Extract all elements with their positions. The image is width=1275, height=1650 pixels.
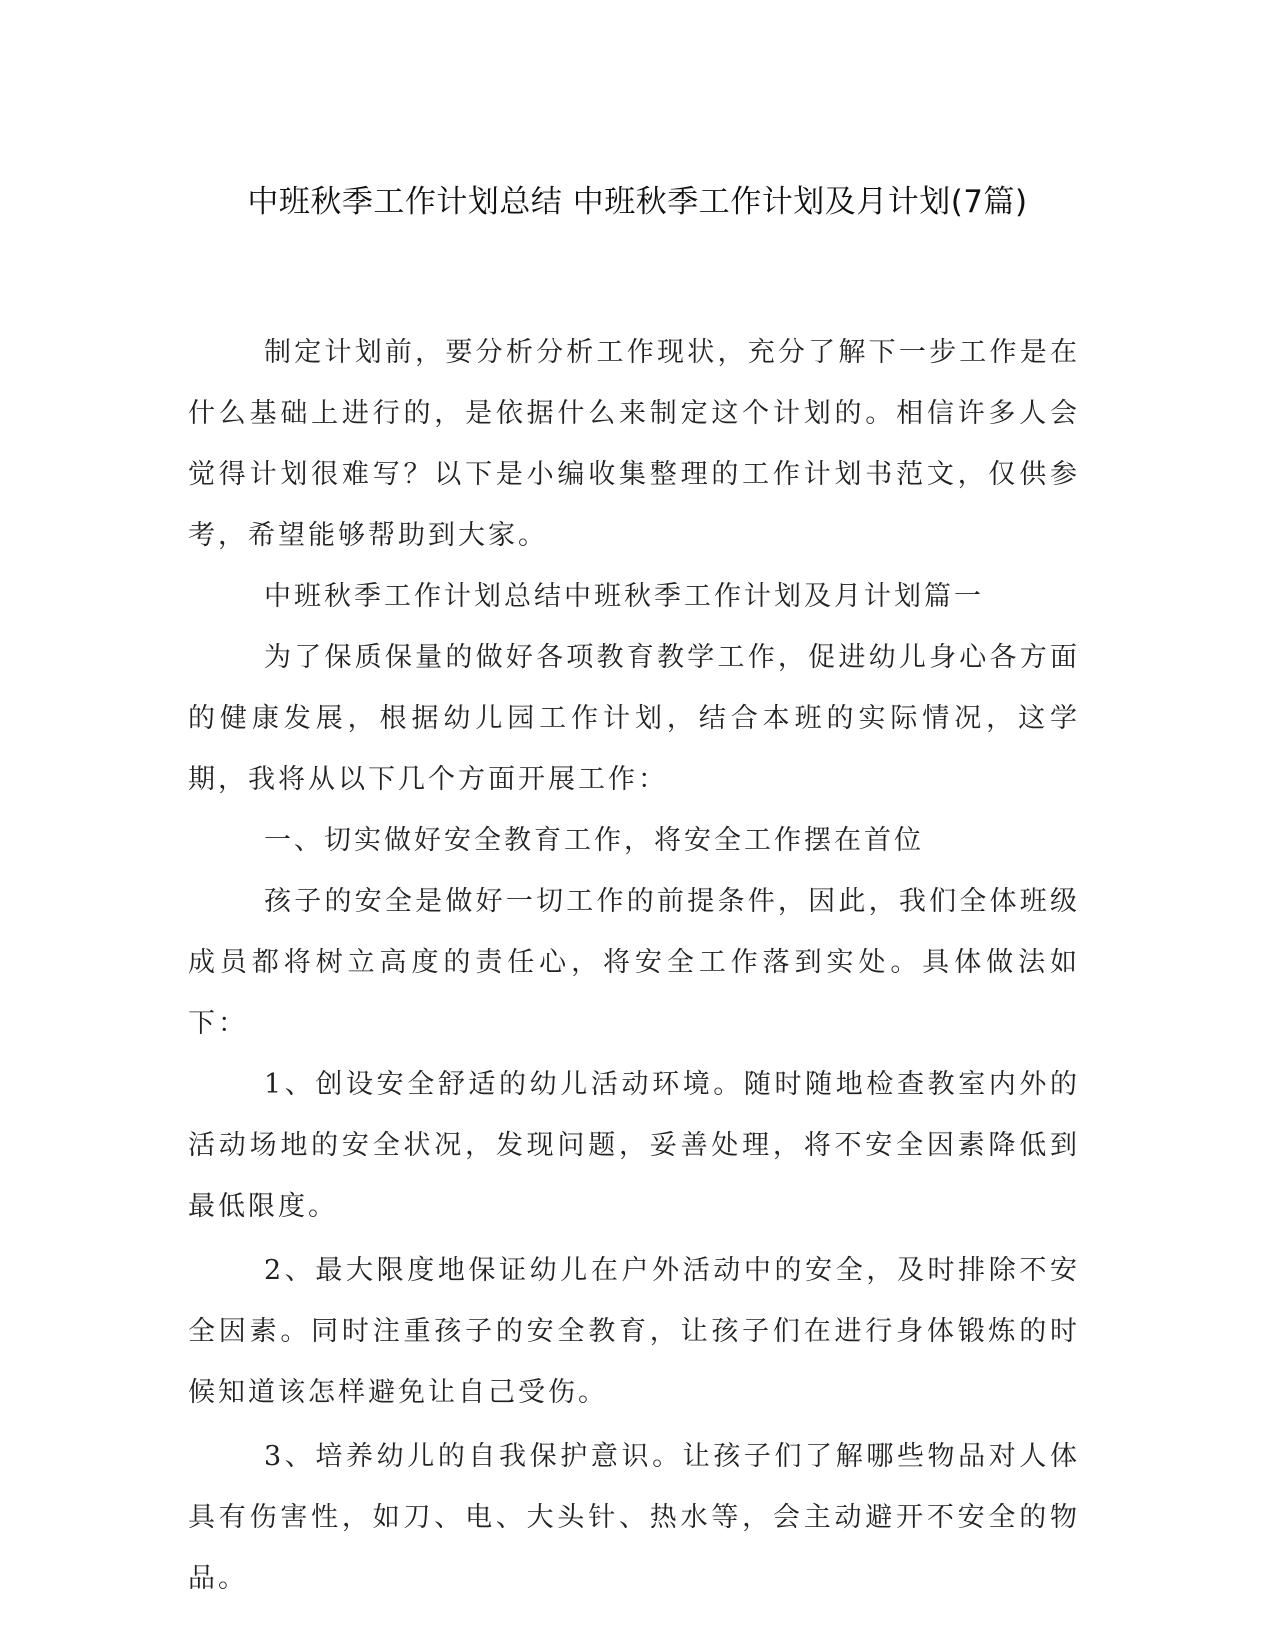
body-paragraph: 孩子的安全是做好一切工作的前提条件，因此，我们全体班级成员都将树立高度的责任心，将安全工作落到实处。具体做法如下： (188, 886, 1080, 1039)
list-item: 3、培养幼儿的自我保护意识。让孩子们了解哪些物品对人体具有伤害性，如刀、电、大头针、热水等，会主动避开不安全的物品。 (188, 1441, 1080, 1594)
document-title: 中班秋季工作计划总结 中班秋季工作计划及月计划(7篇) (247, 184, 1028, 220)
document-body (188, 322, 1080, 1609)
section-heading: 中班秋季工作计划总结中班秋季工作计划及月计划篇一 (264, 581, 984, 612)
intro-paragraph: 制定计划前，要分析分析工作现状，充分了解下一步工作是在什么基础上进行的，是依据什么来制定这个计划的。相信许多人会觉得计划很难写？以下是小编收集整理的工作计划书范文，仅供参考，希望能够帮助到大家。 (188, 337, 1080, 551)
subsection-heading: 一、切实做好安全教育工作，将安全工作摆在首位 (264, 825, 924, 856)
list-item: 1、创设安全舒适的幼儿活动环境。随时随地检查教室内外的活动场地的安全状况，发现问题，妥善处理，将不安全因素降低到最低限度。 (188, 1069, 1080, 1222)
list-item: 2、最大限度地保证幼儿在户外活动中的安全，及时排除不安全因素。同时注重孩子的安全教育，让孩子们在进行身体锻炼的时候知道该怎样避免让自己受伤。 (188, 1255, 1080, 1408)
body-paragraph: 为了保质保量的做好各项教育教学工作，促进幼儿身心各方面的健康发展，根据幼儿园工作计划，结合本班的实际情况，这学期，我将从以下几个方面开展工作： (188, 642, 1080, 795)
